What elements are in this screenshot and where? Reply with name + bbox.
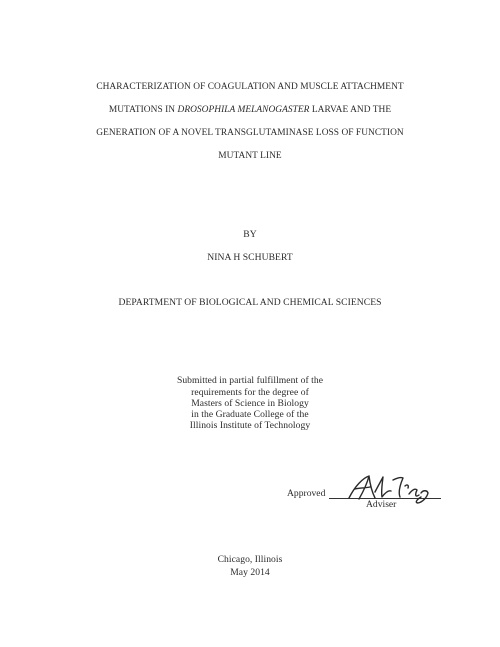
submission-line-5: Illinois Institute of Technology xyxy=(189,420,311,431)
approval-block xyxy=(287,485,457,525)
author-name: NINA H SCHUBERT xyxy=(207,252,293,263)
title-line-3: GENERATION OF A NOVEL TRANSGLUTAMINASE LOSS OF FUNCTION xyxy=(96,128,404,138)
submission-line-1: Submitted in partial fulfillment of the xyxy=(176,375,324,386)
submission-line-2: requirements for the degree of xyxy=(191,387,309,398)
title-line-2-suffix: LARVAE AND THE xyxy=(309,105,392,115)
date: May 2014 xyxy=(230,567,270,578)
adviser-label: Adviser xyxy=(366,499,397,510)
title-line-2 xyxy=(0,104,500,116)
by-label: BY xyxy=(243,229,257,240)
title-line-2-prefix: MUTATIONS IN xyxy=(108,105,178,115)
title-line-1: CHARACTERIZATION OF COAGULATION AND MUSCLE ATTACHMENT xyxy=(96,82,404,92)
approved-label: Approved xyxy=(287,488,326,499)
submission-line-3: Masters of Science in Biology xyxy=(191,398,309,409)
title-line-4: MUTANT LINE xyxy=(218,151,282,161)
submission-line-4: in the Graduate College of the xyxy=(191,409,309,420)
title-species-name: DROSOPHILA MELANOGASTER xyxy=(177,105,310,115)
location: Chicago, Illinois xyxy=(217,554,283,565)
department-name: DEPARTMENT OF BIOLOGICAL AND CHEMICAL SCIENCES xyxy=(118,297,382,308)
